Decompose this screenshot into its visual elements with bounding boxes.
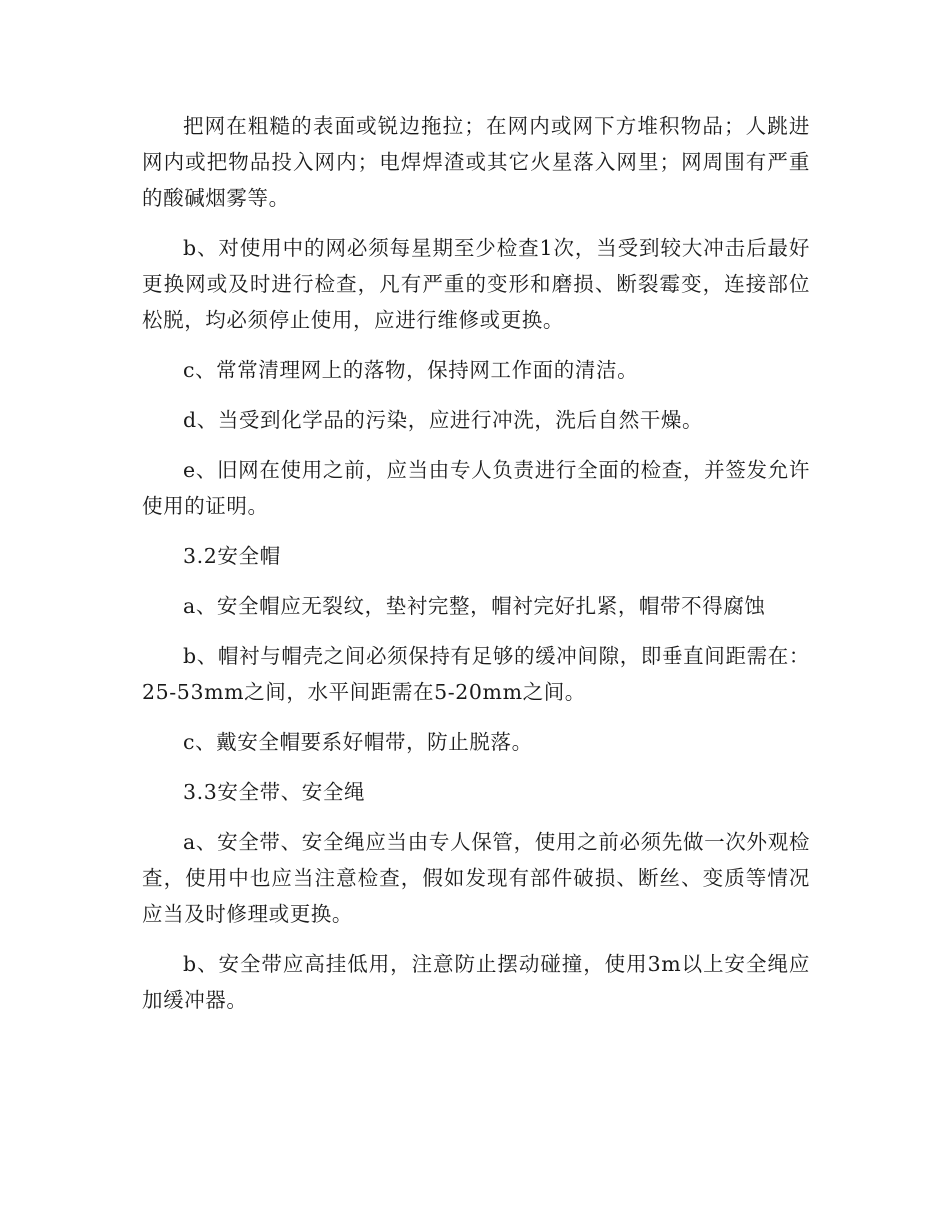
- section-heading-belt: 3.3安全带、安全绳: [183, 780, 366, 804]
- paragraph-net-cleaning: c、常常清理网上的落物，保持网工作面的清洁。: [183, 358, 639, 382]
- paragraph-net-chemical: d、当受到化学品的污染，应进行冲洗，洗后自然干燥。: [183, 408, 704, 432]
- paragraph-helmet-a: a、安全帽应无裂纹，垫衬完整，帽衬完好扎紧，帽带不得腐蚀: [183, 594, 766, 618]
- paragraph-net-inspection: b、对使用中的网必须每星期至少检查1次，当受到较大冲击后最好更换网或及时进行检查，凡有严重的变形和磨损、断裂霉变，连接部位松脱，均必须停止使用，应进行维修或更换。: [142, 236, 810, 332]
- section-heading-helmet: 3.2安全帽: [183, 544, 281, 568]
- paragraph-helmet-b: b、帽衬与帽壳之间必须保持有足够的缓冲间隙，即垂直间距需在：25-53mm之间，水平间距需在5-20mm之间。: [142, 644, 810, 704]
- paragraph-helmet-c: c、戴安全帽要系好帽带，防止脱落。: [183, 730, 533, 754]
- paragraph-belt-b: b、安全带应高挂低用，注意防止摆动碰撞，使用3m以上安全绳应加缓冲器。: [142, 952, 810, 1012]
- paragraph-old-net: e、旧网在使用之前，应当由专人负责进行全面的检查，并签发允许使用的证明。: [142, 458, 810, 518]
- paragraph-net-misuse: 把网在粗糙的表面或锐边拖拉；在网内或网下方堆积物品；人跳进网内或把物品投入网内；电焊焊渣或其它火星落入网里；网周围有严重的酸碱烟雾等。: [142, 114, 810, 210]
- document-body: [142, 108, 810, 1032]
- paragraph-belt-a: a、安全带、安全绳应当由专人保管，使用之前必须先做一次外观检查，使用中也应当注意检查，假如发现有部件破损、断丝、变质等情况应当及时修理或更换。: [142, 830, 810, 926]
